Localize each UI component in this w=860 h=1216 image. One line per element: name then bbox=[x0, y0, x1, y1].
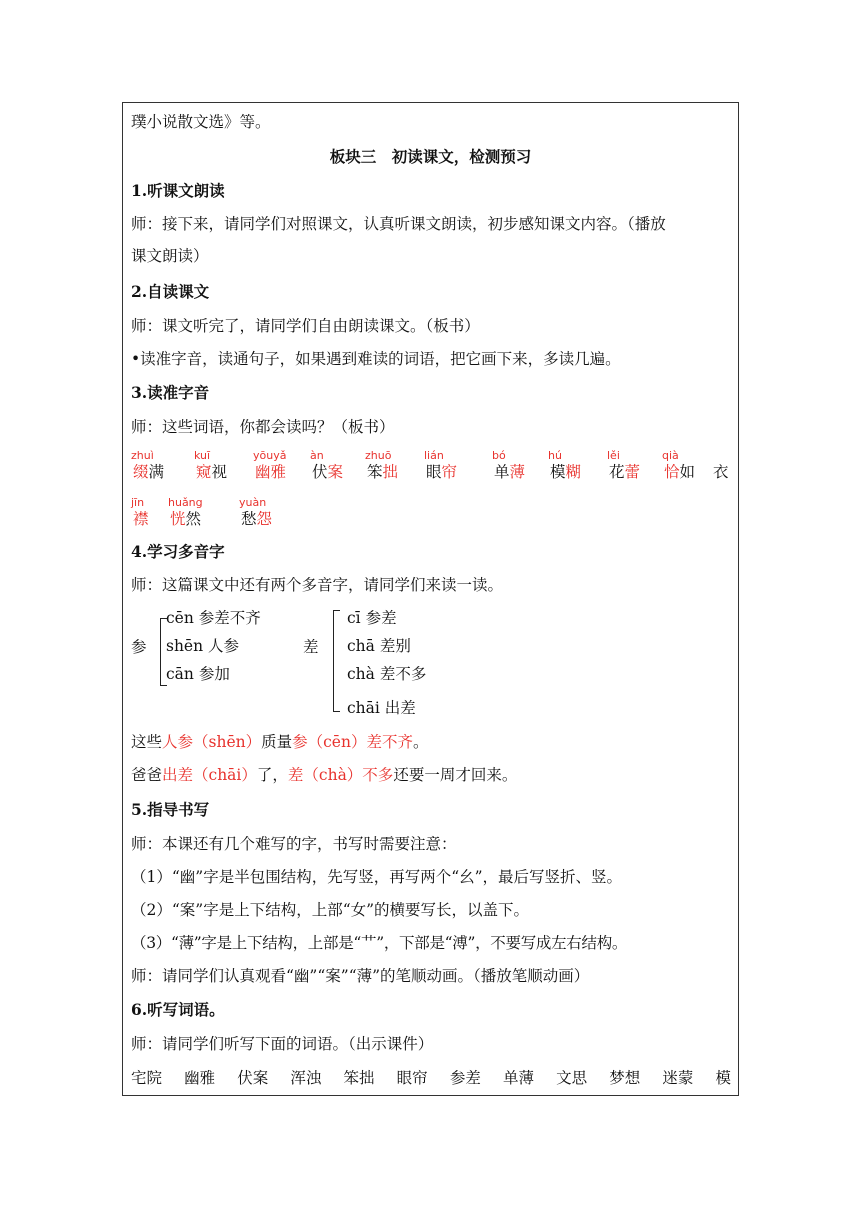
highlight-span: 参（cēn）差不齐 bbox=[292, 733, 413, 751]
text-line: 师：请同学们听写下面的词语。（出示课件） bbox=[131, 1035, 434, 1053]
char: 糊 bbox=[565, 463, 582, 481]
char: 案 bbox=[327, 463, 344, 481]
heading-1: 1.听课文朗读 bbox=[131, 181, 225, 200]
reading-item: chà 差不多 bbox=[347, 665, 427, 683]
char: 模 bbox=[550, 463, 566, 481]
dictation-word: 浑浊 bbox=[290, 1069, 322, 1087]
heading-6: 6.听写词语。 bbox=[131, 1000, 225, 1019]
char: 帘 bbox=[441, 463, 458, 481]
pinyin-annotation: qià bbox=[662, 449, 679, 462]
text-line: 师：课文听完了，请同学们自由朗读课文。（板书） bbox=[131, 317, 480, 335]
word-chars bbox=[312, 462, 343, 482]
reading-item: cī 参差 bbox=[347, 609, 397, 627]
char: 笨 bbox=[367, 463, 383, 481]
text-line: 师：请同学们认真观看“幽”“案”“薄”的笔顺动画。（播放笔顺动画） bbox=[131, 967, 590, 985]
pinyin-annotation: àn bbox=[310, 449, 324, 462]
word-chars bbox=[609, 462, 640, 482]
word-chars bbox=[713, 462, 729, 482]
char: 视 bbox=[211, 463, 228, 481]
pinyin-annotation: yōuyǎ bbox=[253, 449, 287, 462]
text-line: 师：接下来，请同学们对照课文，认真听课文朗读，初步感知课文内容。（播放 bbox=[131, 215, 666, 233]
char: 单 bbox=[494, 463, 510, 481]
char: 伏 bbox=[312, 463, 328, 481]
pinyin-annotation: zhuō bbox=[365, 449, 392, 462]
pinyin-annotation: hú bbox=[548, 449, 562, 462]
word-chars bbox=[367, 462, 398, 482]
text-span: 了， bbox=[256, 766, 288, 784]
char: 花 bbox=[609, 463, 625, 481]
char: 满 bbox=[148, 463, 165, 481]
writing-tip-3: （3）“薄”字是上下结构，上部是“艹”，下部是“溥”，不要写成左右结构。 bbox=[131, 934, 628, 952]
char: 幽 bbox=[255, 463, 271, 481]
reading-item: chā 差别 bbox=[347, 637, 411, 655]
pinyin-annotation: jīn bbox=[131, 496, 145, 509]
char: 窥 bbox=[196, 463, 212, 481]
highlight-span: 差（chà）不多 bbox=[287, 766, 394, 784]
dictation-word: 迷蒙 bbox=[662, 1069, 694, 1087]
reading-item: cān 参加 bbox=[166, 665, 230, 683]
dictation-word: 眼帘 bbox=[396, 1069, 428, 1087]
example-sentence-1 bbox=[131, 732, 428, 752]
word-chars bbox=[550, 462, 581, 482]
char: 缀 bbox=[133, 463, 149, 481]
char: 拙 bbox=[382, 463, 399, 481]
char: 襟 bbox=[133, 510, 149, 528]
dictation-word: 模 bbox=[715, 1069, 732, 1087]
word-chars bbox=[664, 462, 695, 482]
dictation-word: 笨拙 bbox=[343, 1069, 375, 1087]
text-line: 师：本课还有几个难写的字，书写时需要注意： bbox=[131, 835, 457, 853]
text-line: 师：这些词语，你都会读吗？（板书） bbox=[131, 418, 395, 436]
reading-item: shēn 人参 bbox=[166, 637, 240, 655]
pinyin-annotation: lián bbox=[424, 449, 444, 462]
word-chars bbox=[426, 462, 457, 482]
word-chars bbox=[133, 509, 149, 529]
polyphone-char-cha: 差 bbox=[303, 638, 319, 656]
char: 恍 bbox=[170, 510, 186, 528]
text-line: 师：这篇课文中还有两个多音字，请同学们来读一读。 bbox=[131, 576, 504, 594]
word-chars bbox=[494, 462, 525, 482]
char: 薄 bbox=[509, 463, 526, 481]
writing-tip-2: （2）“案”字是上下结构，上部“女”的横要写长，以盖下。 bbox=[131, 901, 530, 919]
heading-5: 5.指导书写 bbox=[131, 800, 210, 819]
text-line: •读准字音，读通句子，如果遇到难读的词语，把它画下来，多读几遍。 bbox=[131, 350, 621, 368]
char: 恰 bbox=[664, 463, 680, 481]
brace-right bbox=[333, 610, 340, 712]
pinyin-annotation: huǎng bbox=[168, 496, 203, 509]
pinyin-annotation: bó bbox=[492, 449, 506, 462]
dictation-word: 幽雅 bbox=[184, 1069, 216, 1087]
highlight-span: 出差（chāi） bbox=[162, 766, 257, 784]
text-span: 质量 bbox=[261, 733, 293, 751]
dictation-word: 参差 bbox=[449, 1069, 481, 1087]
char: 雅 bbox=[270, 463, 287, 481]
example-sentence-2 bbox=[131, 765, 517, 785]
word-chars bbox=[196, 462, 227, 482]
word-chars bbox=[255, 462, 286, 482]
char: 如 bbox=[679, 463, 696, 481]
reading-item: cēn 参差不齐 bbox=[166, 609, 261, 627]
text-span: 。 bbox=[412, 733, 429, 751]
word-chars bbox=[241, 509, 272, 529]
polyphone-char-can: 参 bbox=[131, 638, 147, 656]
pinyin-annotation: zhuì bbox=[131, 449, 154, 462]
pinyin-annotation: yuàn bbox=[239, 496, 267, 509]
char: 眼 bbox=[426, 463, 442, 481]
pinyin-annotation: lěi bbox=[607, 449, 620, 462]
heading-4: 4.学习多音字 bbox=[131, 542, 225, 561]
intro-tail: 璞小说散文选》等。 bbox=[131, 113, 271, 131]
dictation-word: 梦想 bbox=[609, 1069, 641, 1087]
text-span: 还要一周才回来。 bbox=[393, 766, 518, 784]
text-line: 课文朗读） bbox=[131, 247, 209, 265]
dictation-word: 单薄 bbox=[502, 1069, 534, 1087]
word-chars bbox=[133, 462, 164, 482]
highlight-span: 人参（shēn） bbox=[162, 733, 262, 751]
char: 愁 bbox=[241, 510, 257, 528]
heading-3: 3.读准字音 bbox=[131, 383, 210, 402]
dictation-word: 宅院 bbox=[131, 1069, 163, 1087]
text-span: 爸爸 bbox=[131, 766, 163, 784]
char: 怨 bbox=[256, 510, 273, 528]
pinyin-annotation: kuī bbox=[194, 449, 211, 462]
section-title: 板块三 初读课文，检测预习 bbox=[329, 147, 532, 166]
char: 然 bbox=[185, 510, 202, 528]
text-span: 这些 bbox=[131, 733, 163, 751]
dictation-word: 文思 bbox=[556, 1069, 588, 1087]
writing-tip-1: （1）“幽”字是半包围结构，先写竖，再写两个“幺”，最后写竖折、竖。 bbox=[131, 868, 623, 886]
word-chars bbox=[170, 509, 201, 529]
dictation-word: 伏案 bbox=[237, 1069, 269, 1087]
heading-2: 2.自读课文 bbox=[131, 282, 210, 301]
reading-item: chāi 出差 bbox=[347, 699, 416, 717]
char: 衣 bbox=[713, 463, 729, 481]
char: 蕾 bbox=[624, 463, 641, 481]
